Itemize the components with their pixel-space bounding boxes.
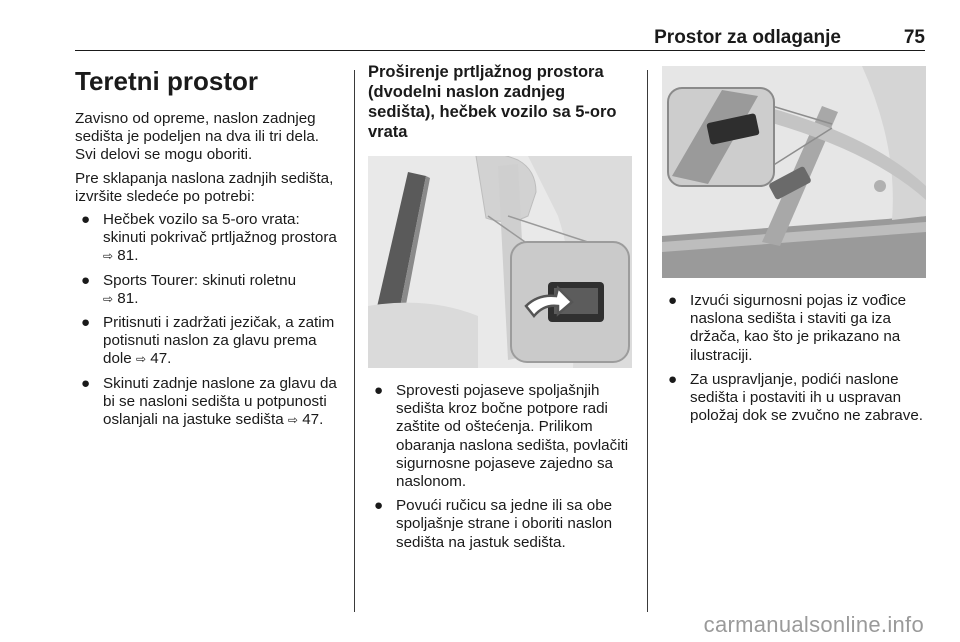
bullet-icon: ●	[81, 314, 91, 332]
extension-steps	[368, 382, 634, 552]
column-2	[368, 62, 634, 558]
page-ref[interactable]: 81.	[117, 289, 139, 307]
page-ref[interactable]: 47.	[302, 411, 324, 429]
list-item: ● Sports Tourer: skinuti roletnu ⇨ 81.	[81, 271, 297, 307]
column-divider-right	[647, 70, 648, 612]
bullet-icon: ●	[374, 382, 384, 399]
bullet-icon: ●	[668, 370, 678, 388]
list-item: ● Sprovesti pojaseve spoljašnjih sedišta kroz bočne potpore radi zaštite od oštećenja. Prilikom obaranja naslona sedišta, povlačiti sigurnosne pojaseve zajedno sa naslonom.	[374, 382, 629, 491]
seatbelt-guide-illustration	[368, 156, 632, 368]
page-ref[interactable]: 47.	[150, 350, 172, 368]
bullet-icon: ●	[81, 211, 91, 229]
list-item: ● Izvući sigurnosni pojas iz vođice naslona sedišta i staviti ga iza držača, kao što je prikazano na ilustraciji.	[668, 292, 907, 364]
column-divider-left	[354, 70, 355, 612]
prep-list	[75, 211, 343, 429]
section-title: Prostor za odlaganje	[654, 27, 841, 48]
cargo-heading: Teretni prostor	[75, 66, 258, 96]
page-ref-arrow-icon: ⇨	[103, 291, 114, 306]
watermark: carmanualsonline.info	[703, 612, 924, 637]
bullet-icon: ●	[81, 271, 91, 289]
belt-steps	[662, 292, 926, 425]
bullet-icon: ●	[81, 374, 91, 392]
column-1	[75, 62, 343, 435]
list-item: ● Pritisnuti i zadržati jezičak, a zatim potisnuti naslon za glavu prema dole ⇨ 47.	[81, 314, 335, 368]
extension-heading: Proširenje prtljažnog prostora (dvodelni naslon zadnjeg sedišta), hečbek vozilo sa 5-oro vrata	[368, 63, 617, 141]
page-header	[75, 24, 925, 51]
page-ref-arrow-icon: ⇨	[103, 249, 114, 264]
intro-paragraph: Zavisno od opreme, naslon zadnjeg sedišta je podeljen na dva ili tri dela. Svi delovi se mogu oboriti.	[75, 110, 319, 164]
bullet-icon: ●	[668, 292, 678, 309]
belt-holder-drawing	[662, 66, 926, 278]
prep-paragraph: Pre sklapanja naslona zadnjih sedišta, izvršite sledeće po potrebi:	[75, 169, 334, 205]
page-ref-arrow-icon: ⇨	[287, 413, 298, 428]
bullet-icon: ●	[374, 497, 384, 515]
list-item: ● Hečbek vozilo sa 5-oro vrata: skinuti pokrivač prtljažnog prostora ⇨ 81.	[81, 211, 337, 265]
column-3	[662, 66, 926, 431]
page-number: 75	[903, 27, 925, 48]
list-item: ● Za uspravljanje, podići naslone sedišta i postaviti ih u uspravan položaj dok se zvučno ne zabrave.	[668, 370, 924, 425]
page-ref[interactable]: 81.	[117, 247, 139, 265]
seatbelt-guide-drawing	[368, 156, 632, 368]
list-item: ● Skinuti zadnje naslone za glavu da bi se nasloni sedišta u potpunosti oslanjali na jastuke sedišta ⇨ 47.	[81, 374, 337, 429]
page-ref-arrow-icon: ⇨	[135, 352, 147, 367]
belt-holder-illustration	[662, 66, 926, 278]
list-item: ● Povući ručicu sa jedne ili sa obe spoljašnje strane i oboriti naslon sedišta na jastuk sedišta.	[374, 497, 613, 551]
